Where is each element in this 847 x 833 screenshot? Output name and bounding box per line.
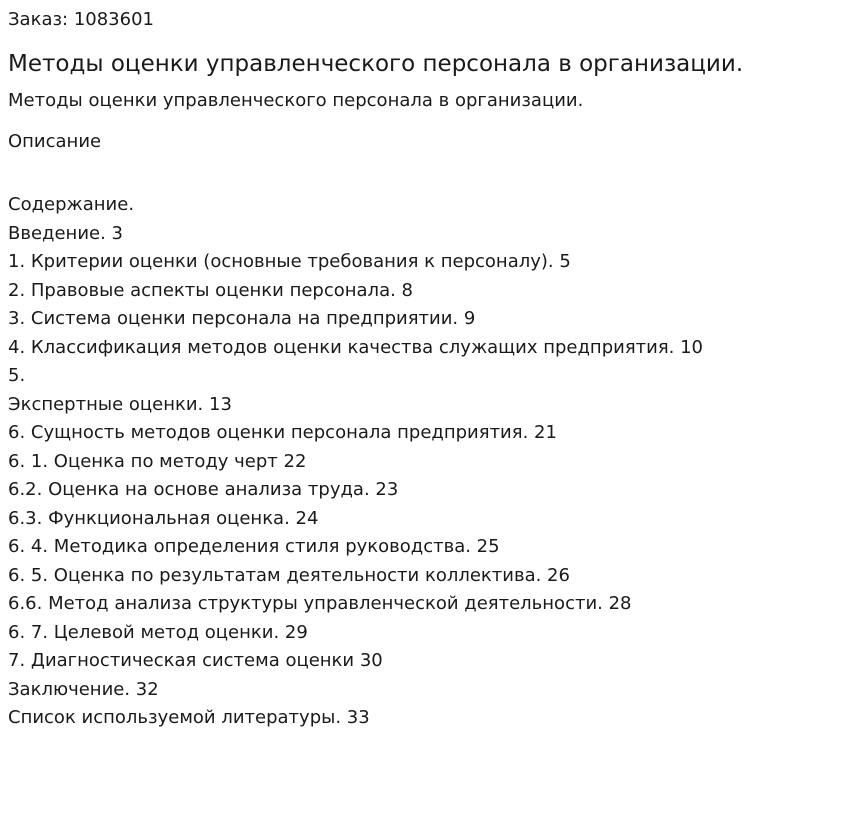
- page-title: Методы оценки управленческого персонала в организации.: [8, 51, 744, 77]
- page-subtitle: Методы оценки управленческого персонала в организации.: [8, 90, 584, 111]
- contents-item: 5.: [8, 365, 26, 386]
- contents-item: 1. Критерии оценки (основные требования к персоналу). 5: [8, 251, 571, 272]
- contents-item: Экспертные оценки. 13: [8, 393, 232, 415]
- contents-item: 7. Диагностическая система оценки 30: [8, 650, 383, 671]
- contents-item: 6.2. Оценка на основе анализа труда. 23: [8, 479, 399, 500]
- contents-item: 4. Классификация методов оценки качества служащих предприятия. 10: [8, 336, 704, 358]
- contents-item: 6. Сущность методов оценки персонала предприятия. 21: [8, 422, 557, 443]
- contents-item: 2. Правовые аспекты оценки персонала. 8: [8, 279, 413, 301]
- contents-item: 6. 4. Методика определения стиля руководства. 25: [8, 536, 500, 557]
- contents-item: 3. Система оценки персонала на предприятии. 9: [8, 308, 476, 329]
- order-number: Заказ: 1083601: [8, 9, 154, 30]
- contents-item: Заключение. 32: [8, 678, 159, 700]
- contents-item: 6.3. Функциональная оценка. 24: [8, 507, 319, 529]
- table-of-contents: [8, 194, 839, 736]
- contents-item: 6. 1. Оценка по методу черт 22: [8, 450, 307, 472]
- contents-heading: Содержание.: [8, 194, 135, 215]
- contents-item: 6. 5. Оценка по результатам деятельности коллектива. 26: [8, 564, 570, 586]
- contents-item: Введение. 3: [8, 222, 123, 244]
- contents-item: Список используемой литературы. 33: [8, 707, 370, 728]
- description-heading: Описание: [8, 131, 102, 152]
- document-page: [0, 9, 847, 736]
- contents-item: 6. 7. Целевой метод оценки. 29: [8, 621, 308, 643]
- contents-item: 6.6. Метод анализа структуры управленческой деятельности. 28: [8, 593, 632, 614]
